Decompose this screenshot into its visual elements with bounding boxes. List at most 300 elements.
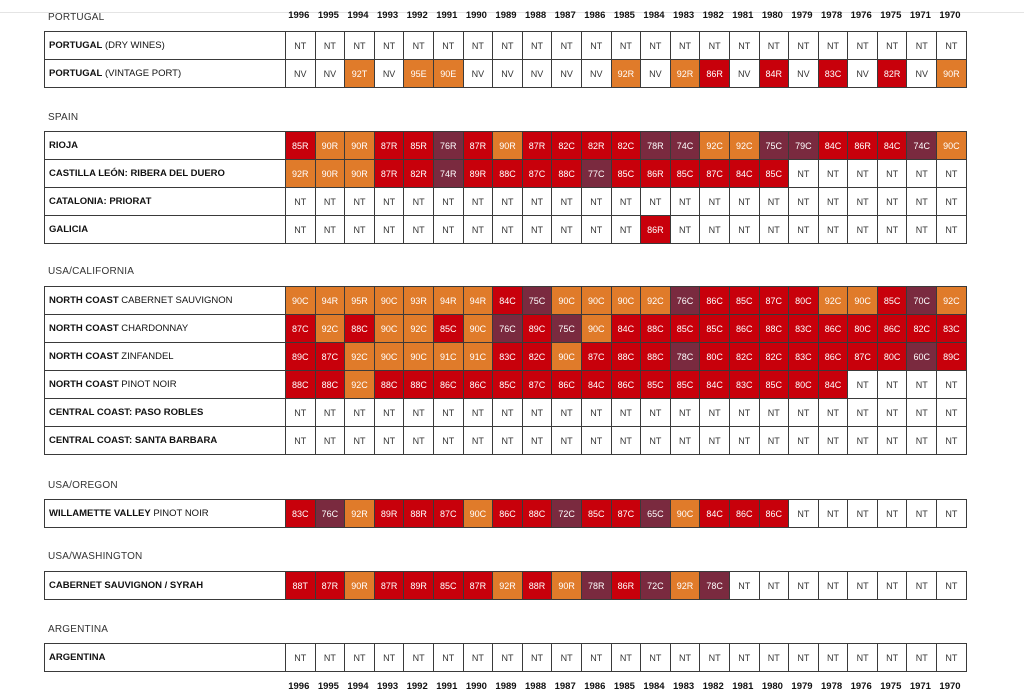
rating-cell: 89C bbox=[286, 343, 316, 371]
rating-cell: NT bbox=[877, 188, 907, 216]
rating-cell: 85C bbox=[759, 160, 789, 188]
rating-cell: 72C bbox=[552, 500, 582, 528]
year-label: 1982 bbox=[702, 681, 724, 692]
rating-cell: 65C bbox=[641, 500, 671, 528]
rating-cell: NT bbox=[729, 188, 759, 216]
rating-cell: NT bbox=[759, 188, 789, 216]
rating-cell: NT bbox=[463, 427, 493, 455]
rating-cell: NT bbox=[522, 399, 552, 427]
rating-cell: 89C bbox=[522, 315, 552, 343]
wine-region-name-bold: CENTRAL COAST: SANTA BARBARA bbox=[49, 435, 218, 446]
rating-cell: 89R bbox=[374, 500, 404, 528]
rating-cell: 76C bbox=[315, 500, 345, 528]
rating-cell: 76C bbox=[493, 315, 523, 343]
year-label: 1980 bbox=[761, 681, 783, 692]
rating-cell: NT bbox=[907, 399, 937, 427]
table-row bbox=[45, 572, 967, 600]
year-label: 1970 bbox=[939, 10, 961, 21]
rating-cell: 92R bbox=[345, 500, 375, 528]
rating-cell: 92C bbox=[315, 315, 345, 343]
wine-region-name-suffix: (DRY WINES) bbox=[102, 40, 165, 51]
year-label: 1971 bbox=[909, 10, 931, 21]
rating-cell: 85C bbox=[729, 287, 759, 315]
rating-cell: 88R bbox=[404, 500, 434, 528]
rating-cell: 90C bbox=[552, 287, 582, 315]
table-row bbox=[45, 188, 967, 216]
rating-cell: NT bbox=[877, 427, 907, 455]
rating-cell: NT bbox=[700, 399, 730, 427]
rating-cell: 90C bbox=[374, 343, 404, 371]
rating-cell: NT bbox=[670, 32, 700, 60]
rating-cell: 88C bbox=[345, 315, 375, 343]
table-row bbox=[45, 371, 967, 399]
rating-cell: NT bbox=[818, 160, 848, 188]
rating-cell: NT bbox=[315, 188, 345, 216]
rating-cell: 86C bbox=[877, 315, 907, 343]
rating-cell: NT bbox=[877, 644, 907, 672]
region-heading: ARGENTINA bbox=[48, 624, 109, 635]
rating-cell: 87R bbox=[315, 572, 345, 600]
rating-cell: NT bbox=[789, 216, 819, 244]
rating-cell: 90R bbox=[937, 60, 967, 88]
rating-cell: NT bbox=[670, 216, 700, 244]
rating-cell: 90C bbox=[374, 287, 404, 315]
rating-cell: NT bbox=[818, 32, 848, 60]
rating-cell: NT bbox=[522, 188, 552, 216]
rating-cell: NT bbox=[522, 216, 552, 244]
rating-cell: NV bbox=[641, 60, 671, 88]
year-label: 1975 bbox=[880, 10, 902, 21]
rating-cell: NT bbox=[907, 188, 937, 216]
rating-cell: 83C bbox=[937, 315, 967, 343]
rating-cell: NT bbox=[848, 32, 878, 60]
rating-cell: NT bbox=[818, 644, 848, 672]
wine-region-name-bold: NORTH COAST bbox=[49, 295, 119, 306]
year-label: 1983 bbox=[673, 10, 695, 21]
table-row bbox=[45, 427, 967, 455]
rating-cell: NT bbox=[315, 32, 345, 60]
year-label: 1978 bbox=[821, 681, 843, 692]
rating-cell: 60C bbox=[907, 343, 937, 371]
rating-cell: NT bbox=[404, 216, 434, 244]
rating-cell: 92R bbox=[670, 60, 700, 88]
rating-cell: NT bbox=[877, 32, 907, 60]
rating-cell: 86R bbox=[848, 132, 878, 160]
rating-cell: NT bbox=[493, 644, 523, 672]
wine-region-name-bold: CASTILLA LEÓN: RIBERA DEL DUERO bbox=[49, 168, 225, 179]
rating-cell: NT bbox=[848, 399, 878, 427]
table-row bbox=[45, 287, 967, 315]
rating-cell: 88C bbox=[522, 500, 552, 528]
year-label: 1994 bbox=[347, 10, 369, 21]
rating-cell: NT bbox=[286, 399, 316, 427]
rating-cell: 91C bbox=[433, 343, 463, 371]
rating-cell: NT bbox=[433, 644, 463, 672]
rating-cell: 80C bbox=[700, 343, 730, 371]
rating-cell: NT bbox=[877, 160, 907, 188]
wine-region-name-suffix: (VINTAGE PORT) bbox=[102, 68, 182, 79]
vintage-table bbox=[44, 131, 967, 244]
year-label: 1996 bbox=[288, 681, 310, 692]
rating-cell: 90R bbox=[345, 160, 375, 188]
rating-cell: 74C bbox=[907, 132, 937, 160]
rating-cell: NT bbox=[700, 188, 730, 216]
rating-cell: 87R bbox=[374, 132, 404, 160]
rating-cell: 92C bbox=[700, 132, 730, 160]
rating-cell: NT bbox=[345, 216, 375, 244]
rating-cell: 84C bbox=[700, 371, 730, 399]
rating-cell: 90C bbox=[286, 287, 316, 315]
rating-cell: NT bbox=[404, 427, 434, 455]
rating-cell: NT bbox=[374, 32, 404, 60]
rating-cell: 86C bbox=[611, 371, 641, 399]
rating-cell: NT bbox=[433, 216, 463, 244]
rating-cell: 88C bbox=[641, 315, 671, 343]
wine-region-name-bold: CENTRAL COAST: PASO ROBLES bbox=[49, 407, 204, 418]
rating-cell: NT bbox=[286, 644, 316, 672]
rating-cell: NT bbox=[641, 32, 671, 60]
rating-cell: 79C bbox=[789, 132, 819, 160]
rating-cell: NT bbox=[789, 160, 819, 188]
table-row bbox=[45, 399, 967, 427]
rating-cell: NT bbox=[937, 572, 967, 600]
rating-cell: 85C bbox=[700, 315, 730, 343]
rating-cell: NT bbox=[374, 399, 404, 427]
wine-region-name-bold: GALICIA bbox=[49, 224, 89, 235]
rating-cell: NT bbox=[522, 644, 552, 672]
rating-cell: NT bbox=[581, 644, 611, 672]
rating-cell: NT bbox=[611, 216, 641, 244]
rating-cell: NT bbox=[818, 427, 848, 455]
rating-cell: 92C bbox=[404, 315, 434, 343]
year-label: 1984 bbox=[643, 10, 665, 21]
rating-cell: 87R bbox=[463, 572, 493, 600]
wine-region-name bbox=[45, 644, 286, 672]
rating-cell: 87C bbox=[315, 343, 345, 371]
rating-cell: 94R bbox=[315, 287, 345, 315]
rating-cell: 88T bbox=[286, 572, 316, 600]
rating-cell: NT bbox=[463, 216, 493, 244]
rating-cell: NT bbox=[552, 32, 582, 60]
year-label: 1970 bbox=[939, 681, 961, 692]
rating-cell: 80C bbox=[789, 371, 819, 399]
rating-cell: 84C bbox=[581, 371, 611, 399]
rating-cell: NT bbox=[848, 371, 878, 399]
rating-cell: 84C bbox=[818, 371, 848, 399]
rating-cell: NT bbox=[848, 216, 878, 244]
rating-cell: NT bbox=[789, 572, 819, 600]
rating-cell: NT bbox=[907, 572, 937, 600]
rating-cell: 78R bbox=[641, 132, 671, 160]
rating-cell: NT bbox=[493, 188, 523, 216]
year-label: 1990 bbox=[465, 10, 487, 21]
year-label: 1992 bbox=[406, 10, 428, 21]
rating-cell: 85C bbox=[433, 572, 463, 600]
wine-region-name-suffix: PINOT NOIR bbox=[150, 508, 209, 519]
rating-cell: NT bbox=[404, 32, 434, 60]
wine-region-name-suffix: CHARDONNAY bbox=[118, 323, 189, 334]
rating-cell: NT bbox=[433, 188, 463, 216]
rating-cell: NV bbox=[789, 60, 819, 88]
rating-cell: NT bbox=[404, 188, 434, 216]
rating-cell: NT bbox=[759, 216, 789, 244]
rating-cell: NT bbox=[848, 500, 878, 528]
rating-cell: NT bbox=[404, 399, 434, 427]
rating-cell: 84C bbox=[611, 315, 641, 343]
rating-cell: 85C bbox=[581, 500, 611, 528]
rating-cell: NT bbox=[345, 399, 375, 427]
year-label: 1988 bbox=[525, 10, 547, 21]
rating-cell: 87R bbox=[374, 572, 404, 600]
rating-cell: 88C bbox=[374, 371, 404, 399]
rating-cell: NT bbox=[581, 427, 611, 455]
wine-region-name-bold: CABERNET SAUVIGNON / SYRAH bbox=[49, 580, 204, 591]
rating-cell: 89R bbox=[463, 160, 493, 188]
rating-cell: 75C bbox=[759, 132, 789, 160]
year-label: 1976 bbox=[850, 681, 872, 692]
rating-cell: 83C bbox=[789, 343, 819, 371]
year-label: 1975 bbox=[880, 681, 902, 692]
vintage-table bbox=[44, 643, 967, 672]
vintage-table bbox=[44, 571, 967, 600]
rating-cell: NT bbox=[877, 371, 907, 399]
rating-cell: 92C bbox=[345, 343, 375, 371]
rating-cell: 82R bbox=[581, 132, 611, 160]
year-label: 1978 bbox=[821, 10, 843, 21]
rating-cell: NT bbox=[552, 427, 582, 455]
rating-cell: 85C bbox=[493, 371, 523, 399]
rating-cell: NT bbox=[345, 32, 375, 60]
rating-cell: 90C bbox=[611, 287, 641, 315]
wine-region-name-bold: PORTUGAL bbox=[49, 40, 103, 51]
rating-cell: 82C bbox=[522, 343, 552, 371]
year-label: 1989 bbox=[495, 681, 517, 692]
rating-cell: NT bbox=[877, 216, 907, 244]
wine-region-name bbox=[45, 500, 286, 528]
rating-cell: 86C bbox=[729, 500, 759, 528]
rating-cell: NV bbox=[552, 60, 582, 88]
table-row bbox=[45, 160, 967, 188]
rating-cell: NT bbox=[848, 572, 878, 600]
rating-cell: NT bbox=[818, 188, 848, 216]
rating-cell: 90R bbox=[345, 572, 375, 600]
rating-cell: NT bbox=[463, 399, 493, 427]
rating-cell: NT bbox=[937, 399, 967, 427]
rating-cell: 83C bbox=[493, 343, 523, 371]
rating-cell: 86R bbox=[641, 216, 671, 244]
rating-cell: 90C bbox=[581, 315, 611, 343]
rating-cell: 88C bbox=[286, 371, 316, 399]
rating-cell: 86C bbox=[552, 371, 582, 399]
rating-cell: NT bbox=[937, 371, 967, 399]
year-label: 1994 bbox=[347, 681, 369, 692]
rating-cell: 82R bbox=[877, 60, 907, 88]
rating-cell: 82R bbox=[404, 160, 434, 188]
wine-region-name-bold: PORTUGAL bbox=[49, 68, 103, 79]
rating-cell: 90C bbox=[581, 287, 611, 315]
table-row bbox=[45, 132, 967, 160]
year-label: 1991 bbox=[436, 681, 458, 692]
rating-cell: NV bbox=[315, 60, 345, 88]
region-heading: PORTUGAL bbox=[48, 12, 105, 23]
rating-cell: 90E bbox=[433, 60, 463, 88]
rating-cell: NT bbox=[611, 399, 641, 427]
rating-cell: NT bbox=[611, 32, 641, 60]
rating-cell: NT bbox=[937, 188, 967, 216]
rating-cell: NT bbox=[552, 188, 582, 216]
rating-cell: 86C bbox=[818, 343, 848, 371]
rating-cell: 94R bbox=[433, 287, 463, 315]
rating-cell: 82C bbox=[729, 343, 759, 371]
rating-cell: 82C bbox=[552, 132, 582, 160]
rating-cell: NT bbox=[818, 399, 848, 427]
rating-cell: NV bbox=[463, 60, 493, 88]
rating-cell: NV bbox=[729, 60, 759, 88]
wine-region-name bbox=[45, 343, 286, 371]
rating-cell: NT bbox=[463, 644, 493, 672]
rating-cell: 85C bbox=[670, 315, 700, 343]
rating-cell: NT bbox=[286, 216, 316, 244]
rating-cell: NT bbox=[789, 188, 819, 216]
year-label: 1971 bbox=[909, 681, 931, 692]
rating-cell: NT bbox=[937, 500, 967, 528]
rating-cell: 85C bbox=[670, 160, 700, 188]
rating-cell: 84R bbox=[759, 60, 789, 88]
rating-cell: 87R bbox=[463, 132, 493, 160]
rating-cell: 90C bbox=[463, 500, 493, 528]
rating-cell: 85C bbox=[670, 371, 700, 399]
wine-region-name bbox=[45, 287, 286, 315]
year-label: 1982 bbox=[702, 10, 724, 21]
region-heading: SPAIN bbox=[48, 112, 79, 123]
year-label: 1993 bbox=[377, 10, 399, 21]
rating-cell: NT bbox=[700, 644, 730, 672]
rating-cell: 87C bbox=[759, 287, 789, 315]
rating-cell: 90R bbox=[493, 132, 523, 160]
rating-cell: NT bbox=[345, 644, 375, 672]
wine-region-name bbox=[45, 371, 286, 399]
year-label: 1995 bbox=[317, 10, 339, 21]
year-label: 1981 bbox=[732, 681, 754, 692]
year-label: 1992 bbox=[406, 681, 428, 692]
rating-cell: 82C bbox=[759, 343, 789, 371]
rating-cell: NT bbox=[848, 644, 878, 672]
wine-region-name bbox=[45, 216, 286, 244]
rating-cell: NT bbox=[581, 216, 611, 244]
rating-cell: NT bbox=[789, 427, 819, 455]
rating-cell: 94R bbox=[463, 287, 493, 315]
rating-cell: NT bbox=[937, 32, 967, 60]
rating-cell: NT bbox=[374, 427, 404, 455]
rating-cell: NV bbox=[374, 60, 404, 88]
rating-cell: NT bbox=[463, 32, 493, 60]
rating-cell: 88C bbox=[315, 371, 345, 399]
rating-cell: 92R bbox=[286, 160, 316, 188]
wine-region-name-bold: NORTH COAST bbox=[49, 379, 119, 390]
rating-cell: 88R bbox=[522, 572, 552, 600]
wine-region-name bbox=[45, 132, 286, 160]
rating-cell: NT bbox=[493, 427, 523, 455]
rating-cell: 86R bbox=[700, 60, 730, 88]
wine-region-name bbox=[45, 572, 286, 600]
rating-cell: NT bbox=[907, 500, 937, 528]
rating-cell: 82C bbox=[611, 132, 641, 160]
rating-cell: 90R bbox=[552, 572, 582, 600]
rating-cell: NT bbox=[552, 216, 582, 244]
rating-cell: 76R bbox=[433, 132, 463, 160]
year-label: 1986 bbox=[584, 681, 606, 692]
rating-cell: 83C bbox=[729, 371, 759, 399]
rating-cell: 90C bbox=[404, 343, 434, 371]
rating-cell: NT bbox=[729, 644, 759, 672]
rating-cell: NT bbox=[641, 644, 671, 672]
rating-cell: NT bbox=[877, 500, 907, 528]
rating-cell: 88C bbox=[759, 315, 789, 343]
wine-region-name-suffix: PINOT NOIR bbox=[118, 379, 177, 390]
rating-cell: 88C bbox=[404, 371, 434, 399]
vintage-table bbox=[44, 286, 967, 455]
wine-region-name bbox=[45, 399, 286, 427]
rating-cell: 90R bbox=[315, 160, 345, 188]
rating-cell: 90R bbox=[315, 132, 345, 160]
rating-cell: NT bbox=[818, 500, 848, 528]
rating-cell: 90C bbox=[374, 315, 404, 343]
rating-cell: NT bbox=[937, 160, 967, 188]
rating-cell: 90C bbox=[670, 500, 700, 528]
rating-cell: NT bbox=[877, 399, 907, 427]
rating-cell: NT bbox=[907, 160, 937, 188]
rating-cell: NT bbox=[581, 32, 611, 60]
table-row bbox=[45, 60, 967, 88]
rating-cell: 87R bbox=[522, 132, 552, 160]
rating-cell: 85R bbox=[404, 132, 434, 160]
rating-cell: NT bbox=[789, 644, 819, 672]
rating-cell: NT bbox=[374, 216, 404, 244]
rating-cell: 86C bbox=[759, 500, 789, 528]
rating-cell: NT bbox=[848, 160, 878, 188]
rating-cell: NT bbox=[552, 644, 582, 672]
rating-cell: 92R bbox=[670, 572, 700, 600]
rating-cell: 92T bbox=[345, 60, 375, 88]
rating-cell: NT bbox=[670, 427, 700, 455]
rating-cell: NT bbox=[493, 32, 523, 60]
rating-cell: NT bbox=[522, 427, 552, 455]
rating-cell: 92C bbox=[729, 132, 759, 160]
rating-cell: 86R bbox=[611, 572, 641, 600]
rating-cell: NT bbox=[818, 216, 848, 244]
rating-cell: NT bbox=[700, 216, 730, 244]
year-label: 1988 bbox=[525, 681, 547, 692]
rating-cell: 78C bbox=[700, 572, 730, 600]
rating-cell: 86C bbox=[700, 287, 730, 315]
rating-cell: 85C bbox=[433, 315, 463, 343]
rating-cell: 72C bbox=[641, 572, 671, 600]
year-label: 1985 bbox=[613, 681, 635, 692]
wine-region-name bbox=[45, 60, 286, 88]
rating-cell: NT bbox=[433, 399, 463, 427]
rating-cell: 90C bbox=[552, 343, 582, 371]
rating-cell: NT bbox=[937, 644, 967, 672]
rating-cell: NV bbox=[286, 60, 316, 88]
wine-region-name-suffix: ZINFANDEL bbox=[118, 351, 174, 362]
rating-cell: NT bbox=[315, 644, 345, 672]
wine-region-name bbox=[45, 427, 286, 455]
rating-cell: NT bbox=[700, 32, 730, 60]
rating-cell: NT bbox=[729, 32, 759, 60]
wine-region-name-bold: RIOJA bbox=[49, 140, 79, 151]
table-row bbox=[45, 644, 967, 672]
rating-cell: 87C bbox=[522, 160, 552, 188]
